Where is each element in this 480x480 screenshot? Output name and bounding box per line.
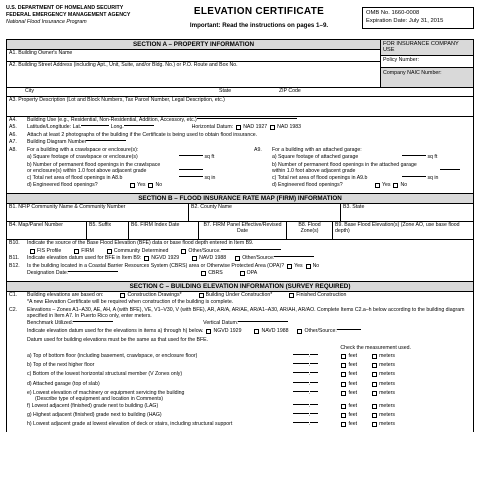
- b12-no-checkbox[interactable]: [306, 264, 311, 269]
- a5-lat-label: Latitude/Longitude: Lat.: [27, 124, 82, 131]
- longitude-input[interactable]: [124, 125, 154, 126]
- feet-checkbox[interactable]: [341, 422, 346, 427]
- elevation-decimal-input[interactable]: [310, 382, 318, 383]
- designation-date-input[interactable]: [68, 271, 118, 272]
- b3-field[interactable]: B3. State: [343, 204, 365, 211]
- a8d-label: d) Engineered flood openings?: [27, 182, 98, 189]
- section-b-title: SECTION B – FLOOD INSURANCE RATE MAP (FIRM) INFORMATION: [7, 194, 473, 204]
- meters-checkbox[interactable]: [372, 382, 377, 387]
- a3-label: Property Description (Lot and Block Numbers, Tax Parcel Number, Legal Description, etc.): [18, 96, 225, 103]
- a9a-input[interactable]: [402, 155, 426, 156]
- firm-checkbox[interactable]: [74, 249, 79, 254]
- zip-label[interactable]: ZIP Code: [279, 87, 301, 94]
- c2-item-label: h) Lowest adjacent grade at lowest elevation of deck or stairs, including structural support: [27, 421, 233, 428]
- a1-field[interactable]: [7, 50, 380, 62]
- a2-field[interactable]: [7, 62, 380, 81]
- other-source-label: Other/Source:: [188, 247, 221, 254]
- benchmark-label: Benchmark Utilized:: [27, 320, 74, 327]
- meters-checkbox[interactable]: [372, 391, 377, 396]
- feet-label: feet: [348, 371, 358, 378]
- c2-item-row: d) Attached garage (top of slab) . feet meters: [27, 380, 395, 387]
- c1-label: Building elevations are based on:: [27, 291, 104, 298]
- form-header: [6, 5, 474, 39]
- meters-checkbox[interactable]: [372, 363, 377, 368]
- elevation-decimal-input[interactable]: [310, 363, 318, 364]
- designation-date-label: Designation Date:: [27, 270, 69, 277]
- a8-block: [9, 148, 254, 191]
- meters-label: meters: [379, 371, 395, 378]
- ngvd1929-label: NGVD 1929: [213, 328, 242, 335]
- navd1988-label: NAVD 1988: [261, 328, 289, 335]
- feet-label: feet: [348, 362, 358, 369]
- a9d-label: d) Engineered flood openings?: [272, 182, 343, 189]
- unit-label: sq ft: [204, 154, 215, 161]
- a7-input[interactable]: [86, 140, 126, 141]
- b11-other-checkbox[interactable]: [235, 256, 240, 261]
- vertical-datum-label: Vertical Datum:: [203, 320, 239, 327]
- cbrs-checkbox[interactable]: [201, 271, 206, 276]
- elevation-decimal-input[interactable]: [310, 422, 318, 423]
- feet-checkbox[interactable]: [341, 391, 346, 396]
- c2-other-checkbox[interactable]: [297, 329, 302, 334]
- c2-item-label: b) Top of the next higher floor: [27, 362, 95, 369]
- c1-note: *A new Elevation Certificate will be required when construction of the building is complete.: [27, 299, 234, 305]
- a9a-label: a) Square footage of attached garage: [272, 154, 359, 161]
- b11-label: Indicate elevation datum used for BFE in Item B9:: [27, 255, 142, 262]
- unit-label: sq ft: [427, 154, 438, 161]
- form-body: [6, 39, 474, 432]
- opa-label: OPA: [246, 270, 258, 277]
- item-number: A2.: [9, 62, 17, 69]
- omb-number: OMB No. 1660-0008: [366, 10, 420, 16]
- datum-label: Indicate elevation datum used for the elevations in items a) through h) below.: [27, 328, 204, 335]
- c2-item-label: a) Top of bottom floor (including basement, crawlspace, or enclosure floor): [27, 352, 198, 359]
- feet-label: feet: [348, 380, 358, 387]
- nad1927-label: NAD 1927: [243, 124, 268, 131]
- meters-checkbox[interactable]: [372, 413, 377, 418]
- a4-input[interactable]: [197, 118, 297, 119]
- meters-checkbox[interactable]: [372, 404, 377, 409]
- yes-label: Yes: [294, 262, 303, 269]
- opa-checkbox[interactable]: [240, 271, 245, 276]
- c2-row: [9, 308, 471, 321]
- c2-item-row: b) Top of the next higher floor . feet meters: [27, 362, 395, 369]
- cbrs-label: CBRS: [208, 270, 223, 277]
- section-a-left: [7, 40, 381, 87]
- elevation-decimal-input[interactable]: [310, 354, 318, 355]
- a8b-input[interactable]: [179, 169, 203, 170]
- construction-drawings-checkbox[interactable]: [120, 293, 125, 298]
- check-measurement-label: Check the measurement used.: [340, 344, 411, 351]
- item-number: B11.: [9, 255, 20, 262]
- item-number: A3.: [9, 96, 17, 103]
- c2-item-row: g) Highest adjacent (finished) grade next to building (HAG) . feet meters: [27, 411, 395, 418]
- item-number: C1.: [9, 291, 18, 298]
- b12-label: Is the building located in a Coastal Barrier Resources System (CBRS) area or Otherwise Protected Area (OPA)?: [27, 262, 285, 269]
- no-label: No: [155, 182, 163, 189]
- nad1983-checkbox[interactable]: [270, 125, 275, 130]
- item-number: A1.: [9, 50, 17, 57]
- elevation-input[interactable]: [293, 372, 309, 373]
- feet-checkbox[interactable]: [341, 413, 346, 418]
- b12-yes-checkbox[interactable]: [287, 264, 292, 269]
- fis-profile-checkbox[interactable]: [30, 249, 35, 254]
- c2-other-input[interactable]: [337, 329, 361, 330]
- b10-other-input[interactable]: [221, 249, 281, 250]
- omb-box: [362, 7, 474, 29]
- feet-checkbox[interactable]: [341, 354, 346, 359]
- feet-checkbox[interactable]: [341, 363, 346, 368]
- a9d-no-checkbox[interactable]: [393, 183, 398, 188]
- designation-row: [9, 271, 471, 279]
- b7-field[interactable]: B7. FIRM Panel Effective/Revised Date: [199, 222, 287, 239]
- item-number: A4.: [9, 116, 17, 123]
- item-number: B10.: [9, 240, 20, 247]
- meters-label: meters: [379, 389, 395, 396]
- a9c-label: c) Total net area of flood openings in A9.b: [272, 174, 368, 181]
- a9-block: [254, 148, 471, 191]
- elevation-input[interactable]: [293, 422, 309, 423]
- agency-block: [6, 5, 156, 39]
- c2-item-label: c) Bottom of the lowest horizontal structural member (V Zones only): [27, 371, 183, 378]
- vertical-datum-input[interactable]: [238, 321, 288, 322]
- a8c-label: c) Total net area of flood openings in A8.b: [27, 174, 123, 181]
- navd1988-label: NAVD 1988: [199, 255, 227, 262]
- section-b-items: [7, 240, 473, 282]
- section-a-top: [7, 40, 473, 88]
- c2-item-row: h) Lowest adjacent grade at lowest elevation of deck or stairs, including structural support . feet meters: [27, 421, 395, 428]
- firm-label: FIRM: [81, 247, 94, 254]
- agency-line: FEDERAL EMERGENCY MANAGEMENT AGENCY: [6, 11, 131, 18]
- policy-number-field[interactable]: Policy Number:: [381, 56, 473, 68]
- b11-other-input[interactable]: [274, 256, 314, 257]
- company-use-title: FOR INSURANCE COMPANY USE: [381, 40, 473, 56]
- elevation-input[interactable]: [293, 354, 309, 355]
- b4-b9-row: [7, 222, 473, 240]
- elevation-decimal-input[interactable]: [310, 372, 318, 373]
- feet-label: feet: [348, 352, 358, 359]
- c2-item-label: e) Lowest elevation of machinery or equipment servicing the building (Describe type of equipment and location in Comments): [27, 389, 185, 402]
- community-determined-checkbox[interactable]: [107, 249, 112, 254]
- meters-label: meters: [379, 352, 395, 359]
- b11-navd1988-checkbox[interactable]: [192, 256, 197, 261]
- a8a-input[interactable]: [179, 155, 203, 156]
- c2-item-label: d) Attached garage (top of slab): [27, 380, 100, 387]
- feet-label: feet: [348, 411, 358, 418]
- other-source-checkbox[interactable]: [181, 249, 186, 254]
- under-construction-checkbox[interactable]: [199, 293, 204, 298]
- meters-checkbox[interactable]: [372, 354, 377, 359]
- elevation-input[interactable]: [293, 391, 309, 392]
- c2-navd1988-checkbox[interactable]: [254, 329, 259, 334]
- elevation-input[interactable]: [293, 363, 309, 364]
- meters-label: meters: [379, 380, 395, 387]
- meters-label: meters: [379, 411, 395, 418]
- a9-label: For a building with an attached garage:: [272, 146, 362, 153]
- other-source-label: Other/Source:: [242, 255, 275, 262]
- a7-label: Building Diagram Number: [27, 139, 87, 146]
- b1-field[interactable]: B1. NFIP Community Name & Community Number: [7, 204, 189, 221]
- a2-label: Building Street Address (including Apt., Unit, Suite, and/or Bldg. No.) or P.O. Route and Box No.: [18, 62, 238, 69]
- a9d-row: [254, 183, 471, 191]
- agency-line: National Flood Insurance Program: [6, 18, 87, 25]
- meters-label: meters: [379, 421, 395, 428]
- feet-label: feet: [348, 389, 358, 396]
- construction-drawings-label: Construction Drawings*: [127, 291, 182, 298]
- community-determined-label: Community Determined: [113, 247, 169, 254]
- no-label: No: [312, 262, 320, 269]
- item-number: A9.: [254, 146, 262, 153]
- datum-note: Datum used for building elevations must be the same as that used for the BFE.: [27, 336, 209, 343]
- finished-construction-label: Finished Construction: [296, 291, 347, 298]
- state-label[interactable]: State: [219, 87, 232, 94]
- title-block: [156, 5, 362, 39]
- city-label[interactable]: City: [25, 87, 34, 94]
- agency-line: U.S. DEPARTMENT OF HOMELAND SECURITY: [6, 5, 124, 11]
- a6-label: Attach at least 2 photographs of the building if the Certificate is being used to obtain flood insurance.: [27, 131, 258, 138]
- elevation-decimal-input[interactable]: [310, 404, 318, 405]
- company-naic-field[interactable]: Company NAIC Number:: [381, 68, 473, 87]
- a1-label: Building Owner's Name: [18, 50, 73, 57]
- a3-field[interactable]: [7, 97, 473, 117]
- b4-field[interactable]: B4. Map/Panel Number: [7, 222, 87, 239]
- meters-checkbox[interactable]: [372, 372, 377, 377]
- no-label: No: [400, 182, 408, 189]
- a8b-label: b) Number of permanent flood openings in the crawlspace or enclosure(s) within 1.0 foot above adjacent grade: [27, 161, 161, 174]
- b2-field[interactable]: B2. County Name: [189, 204, 341, 221]
- finished-construction-checkbox[interactable]: [289, 293, 294, 298]
- b5-field[interactable]: B5. Suffix: [87, 222, 129, 239]
- fis-profile-label: FIS Profile: [37, 247, 62, 254]
- meters-label: meters: [379, 402, 395, 409]
- b10-row: [9, 241, 471, 249]
- a8c-input[interactable]: [179, 176, 203, 177]
- feet-checkbox[interactable]: [341, 382, 346, 387]
- b1-b3-row: [7, 204, 473, 222]
- ngvd1929-label: NGVD 1929: [151, 255, 180, 262]
- section-a-title: SECTION A – PROPERTY INFORMATION: [7, 40, 380, 50]
- b8-field[interactable]: B8. Flood Zone(s): [287, 222, 333, 239]
- c2-label: Elevations – Zones A1–A30, AE, AH, A (with BFE), VE, V1–V30, V (with BFE), AR, AR/A, AR/AE, AR/A1–A30, AR/AH, AR/AO. Complete Items C2.a–h below according to the building diagram specified in Item A7. In Puerto Rico only, enter meters.: [27, 307, 465, 320]
- c2-items-list: [9, 354, 471, 431]
- feet-checkbox[interactable]: [341, 404, 346, 409]
- a8b-row: [9, 163, 254, 176]
- feet-label: feet: [348, 402, 358, 409]
- benchmark-input[interactable]: [73, 321, 113, 322]
- b9-field[interactable]: B9. Base Flood Elevation(s) (Zone AO, use base flood depth): [335, 222, 460, 235]
- nad1983-label: NAD 1983: [277, 124, 302, 131]
- a9c-input[interactable]: [402, 176, 426, 177]
- horizontal-datum-label: Horizontal Datum:: [191, 124, 234, 131]
- a8-label: For a building with a crawlspace or enclosure(s):: [27, 146, 139, 153]
- c2-item-label: f) Lowest adjacent (finished) grade next to building (LAG): [27, 402, 159, 409]
- other-source-label: Other/Source:: [304, 328, 337, 335]
- under-construction-label: Building Under Construction*: [205, 291, 273, 298]
- city-state-zip-row: [7, 88, 473, 97]
- a8d-yes-checkbox[interactable]: [130, 183, 135, 188]
- yes-label: Yes: [382, 182, 391, 189]
- latitude-input[interactable]: [81, 125, 109, 126]
- b6-field[interactable]: B6. FIRM Index Date: [129, 222, 199, 239]
- meters-label: meters: [379, 362, 395, 369]
- section-c-items: [7, 292, 473, 432]
- b12-row: [9, 264, 471, 272]
- a5-long-label: Long.: [110, 124, 124, 131]
- a9b-input[interactable]: [440, 169, 460, 170]
- b11-ngvd1929-checkbox[interactable]: [144, 256, 149, 261]
- expiration-date: Expiration Date: July 31, 2015: [366, 18, 444, 25]
- a8d-row: [9, 183, 254, 191]
- b10-label: Indicate the source of the Base Flood Elevation (BFE) data or base flood depth entered in Item B9.: [27, 240, 254, 247]
- item-number: A8.: [9, 146, 17, 153]
- yes-label: Yes: [137, 182, 146, 189]
- unit-label: sq in: [204, 174, 216, 181]
- c2-ngvd1929-checkbox[interactable]: [206, 329, 211, 334]
- unit-label: sq in: [427, 174, 439, 181]
- item-number: A6.: [9, 131, 17, 138]
- section-a-items: [7, 117, 473, 194]
- c2-item-row: e) Lowest elevation of machinery or equipment servicing the building (Describe type of equipment and location in Comments) . feet meters: [27, 389, 395, 402]
- feet-label: feet: [348, 421, 358, 428]
- item-number: C2.: [9, 307, 18, 314]
- elevation-decimal-input[interactable]: [310, 391, 318, 392]
- nad1927-checkbox[interactable]: [236, 125, 241, 130]
- elevation-decimal-input[interactable]: [310, 413, 318, 414]
- a8-a9-block: [9, 148, 471, 191]
- item-number: A7.: [9, 139, 17, 146]
- section-c-title: SECTION C – BUILDING ELEVATION INFORMATION (SURVEY REQUIRED): [7, 282, 473, 292]
- a9b-label: b) Number of permanent flood openings in the attached garage within 1.0 foot above adjacent grade: [272, 161, 417, 174]
- a8d-no-checkbox[interactable]: [148, 183, 153, 188]
- c2-item-label: g) Highest adjacent (finished) grade next to building (HAG): [27, 411, 162, 418]
- c2-item-row: a) Top of bottom floor (including basement, crawlspace, or enclosure floor) . feet meters: [27, 352, 395, 359]
- c2-item-row: f) Lowest adjacent (finished) grade next to building (LAG) . feet meters: [27, 402, 395, 409]
- elevation-input[interactable]: [293, 404, 309, 405]
- item-number: A5.: [9, 124, 17, 131]
- a9b-row: [254, 163, 471, 176]
- a4-label: Building Use (e.g., Residential, Non-Residential, Addition, Accessory, etc.): [27, 116, 197, 123]
- c2-item-row: c) Bottom of the lowest horizontal structural member (V Zones only) . feet meters: [27, 371, 395, 378]
- page-title: ELEVATION CERTIFICATE: [193, 6, 325, 17]
- instructions-note: Important: Read the instructions on pages 1–9.: [189, 21, 329, 29]
- a8a-label: a) Square footage of crawlspace or enclosure(s): [27, 154, 138, 161]
- feet-checkbox[interactable]: [341, 372, 346, 377]
- meters-checkbox[interactable]: [372, 422, 377, 427]
- a9d-yes-checkbox[interactable]: [375, 183, 380, 188]
- elevation-input[interactable]: [293, 413, 309, 414]
- c2-item-note: (Describe type of equipment and location in Comments): [35, 395, 164, 402]
- elevation-input[interactable]: [293, 382, 309, 383]
- item-number: B12.: [9, 262, 20, 269]
- company-use-box: [381, 40, 473, 87]
